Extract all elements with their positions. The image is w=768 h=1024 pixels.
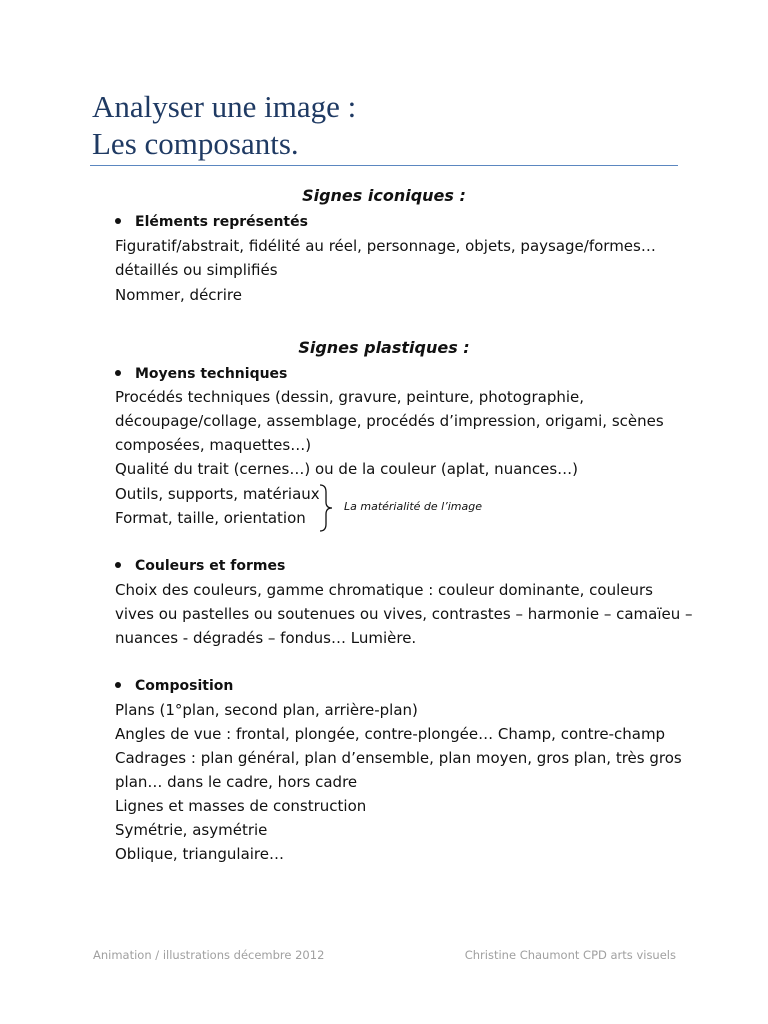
text-line: Oblique, triangulaire… [115,845,284,863]
text-line: vives ou pastelles ou soutenues ou vives, contrastes – harmonie – camaïeu – [115,605,693,623]
page-title [92,88,692,162]
title-line-1: Analyser une image : [92,89,357,124]
text-line: Figuratif/abstrait, fidélité au réel, personnage, objets, paysage/formes… [115,237,656,255]
text-line: nuances - dégradés – fondus… Lumière. [115,629,417,647]
footer-left: Animation / illustrations décembre 2012 [93,948,325,962]
bullet-dot-icon [115,562,121,568]
bullet-elements-representes [115,214,308,230]
text-line: découpage/collage, assemblage, procédés d’impression, origami, scènes [115,412,664,430]
bullet-label: Eléments représentés [135,214,308,230]
curly-brace-icon [318,484,336,532]
text-line: Cadrages : plan général, plan d’ensemble, plan moyen, gros plan, très gros [115,749,682,767]
text-line: composées, maquettes…) [115,436,312,454]
footer-right: Christine Chaumont CPD arts visuels [464,948,676,962]
section-heading-plastiques: Signes plastiques : [298,338,470,357]
section-heading-iconiques: Signes iconiques : [302,186,466,205]
bullet-label: Composition [135,678,234,694]
brace-annotation: La matérialité de l’image [344,500,482,513]
text-line: Format, taille, orientation [115,509,306,527]
title-divider [90,165,678,166]
bullet-moyens-techniques [115,366,287,382]
text-line: Outils, supports, matériaux [115,485,320,503]
text-line: plan… dans le cadre, hors cadre [115,773,358,791]
text-line: Nommer, décrire [115,286,242,304]
text-line: détaillés ou simplifiés [115,261,278,279]
text-line: Choix des couleurs, gamme chromatique : couleur dominante, couleurs [115,581,653,599]
bullet-dot-icon [115,218,121,224]
bullet-composition [115,678,233,694]
text-line: Symétrie, asymétrie [115,821,268,839]
title-line-2: Les composants. [92,126,299,161]
bullet-dot-icon [115,370,121,376]
text-line: Procédés techniques (dessin, gravure, peinture, photographie, [115,388,585,406]
bullet-label: Couleurs et formes [135,558,286,574]
text-line: Angles de vue : frontal, plongée, contre-plongée… Champ, contre-champ [115,725,666,743]
text-line: Lignes et masses de construction [115,797,367,815]
bullet-couleurs-formes [115,558,285,574]
text-line: Qualité du trait (cernes…) ou de la couleur (aplat, nuances…) [115,460,579,478]
text-line: Plans (1°plan, second plan, arrière-plan) [115,701,418,719]
bullet-dot-icon [115,682,121,688]
bullet-label: Moyens techniques [135,366,288,382]
